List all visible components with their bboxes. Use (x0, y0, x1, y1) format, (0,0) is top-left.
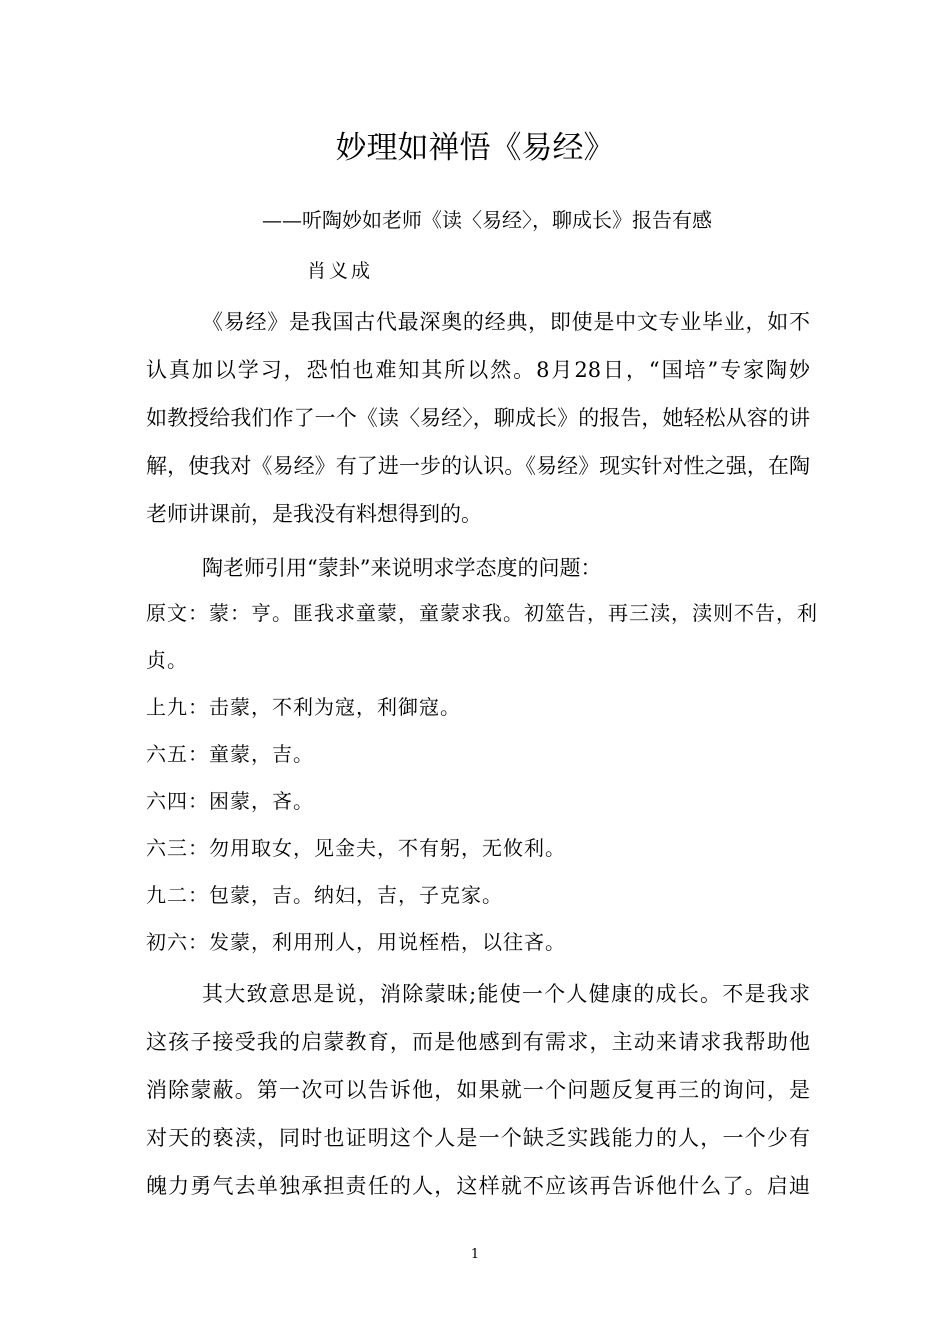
quote-line: 原文：蒙：亨。匪我求童蒙，童蒙求我。初筮告，再三渎，渎则不告，利 (146, 601, 818, 625)
paragraph-line: 消除蒙蔽。第一次可以告诉他，如果就一个问题反复再三的询问，是 (146, 1078, 810, 1102)
paragraph-explanation (146, 970, 810, 1210)
quote-line: 六三：勿用取女，见金夫，不有躬，无攸利。 (146, 836, 566, 860)
quote-line: 九二：包蒙，吉。纳妇，吉，子克家。 (146, 883, 503, 907)
quote-line: 初六：发蒙，利用刑人，用说桎梏，以往吝。 (146, 930, 566, 954)
paragraph-line: 对天的亵渎，同时也证明这个人是一个缺乏实践能力的人，一个少有 (146, 1126, 810, 1150)
quote-line: 六四：困蒙，吝。 (146, 789, 314, 813)
paragraph-intro (146, 298, 810, 538)
paragraph-line: 其大致意思是说，消除蒙昧;能使一个人健康的成长。不是我求 (202, 982, 810, 1006)
paragraph-line: 如教授给我们作了一个《读〈易经〉，聊成长》的报告，她轻松从容的讲 (146, 406, 810, 430)
classic-quote (146, 590, 818, 966)
quote-line: 上九：击蒙，不利为寇，利御寇。 (146, 695, 461, 719)
author-name: 肖义成 (307, 260, 374, 282)
paragraph-line: 老师讲课前，是我没有料想得到的。 (146, 502, 482, 526)
paragraph-line: 魄力勇气去单独承担责任的人，这样就不应该再告诉他什么了。启迪 (146, 1174, 810, 1198)
paragraph-line: 解，使我对《易经》有了进一步的认识。《易经》现实针对性之强，在陶 (146, 454, 810, 478)
page-number: 1 (470, 1247, 480, 1262)
document-title: 妙理如禅悟《易经》 (335, 130, 615, 166)
paragraph-line: 《易经》是我国古代最深奥的经典，即使是中文专业毕业，如不 (202, 310, 810, 334)
paragraph-quote-intro (146, 546, 810, 590)
quote-line: 六五：童蒙，吉。 (146, 742, 314, 766)
paragraph-line: 这孩子接受我的启蒙教育，而是他感到有需求，主动来请求我帮助他 (146, 1030, 810, 1054)
paragraph-line: 陶老师引用“蒙卦”来说明求学态度的问题： (202, 556, 602, 580)
paragraph-line: 认真加以学习，恐怕也难知其所以然。8月28日，“国培”专家陶妙 (146, 358, 810, 382)
quote-line: 贞。 (146, 648, 188, 672)
document-subtitle: ——听陶妙如老师《读〈易经〉，聊成长》报告有感 (262, 208, 712, 232)
